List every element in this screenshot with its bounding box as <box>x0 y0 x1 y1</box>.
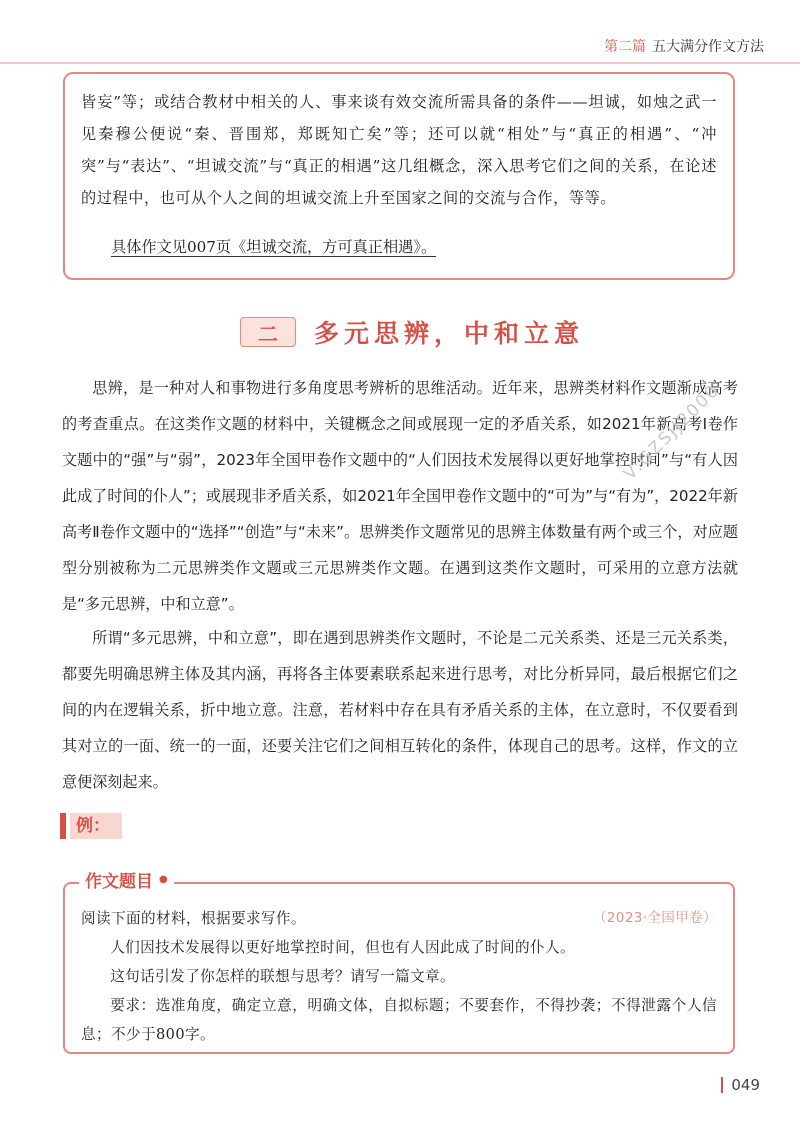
page-number-text: 049 <box>731 1076 760 1094</box>
summary-box <box>63 72 735 280</box>
prompt-material: 人们因技术发展得以更好地掌控时间，但也有人因此成了时间的仆人。 <box>110 939 575 956</box>
section-heading <box>240 312 584 352</box>
summary-text: 皆妄”等；或结合教材中相关的人、事来谈有效交流所需具备的条件——坦诚，如烛之武一见秦穆公便说“秦、晋围郑，郑既知亡矣”等；还可以就“相处”与“真正的相遇”、“冲突”与“表达”、“坦诚交流”与“真正的相遇”这几组概念，深入思考它们之间的关系，在论述的过程中，也可从个人之间的坦诚交流上升至国家之间的交流与合作，等等。 <box>81 93 717 207</box>
prompt-source: （2023·全国甲卷） <box>592 910 717 926</box>
prompt-instruction: 阅读下面的材料，根据要求写作。 <box>81 910 306 927</box>
prompt-requirements: 要求：选准角度，确定立意，明确文体，自拟标题；不要套作，不得抄袭；不得泄露个人信息；不少于800字。 <box>81 997 717 1043</box>
paragraph-text: 所谓“多元思辨，中和立意”，即在遇到思辨类作文题时，不论是二元关系类、还是三元关系类，都要先明确思辨主体及其内涵，再将各主体要素联系起来进行思考，对比分析异同，最后根据它们之间的内在逻辑关系，折中地立意。注意，若材料中存在具有矛盾关系的主体，在立意时，不仅要看到其对立的一面、统一的一面，还要关注它们之间相互转化的条件，体现自己的思考。这样，作文的立意便深刻起来。 <box>62 629 738 791</box>
page-number <box>721 1076 760 1094</box>
part-number: 第二篇 <box>604 39 646 55</box>
example-accent-bar <box>60 813 66 839</box>
part-title: 五大满分作文方法 <box>652 39 764 55</box>
essay-prompt-box <box>63 872 735 1054</box>
prompt-instruction-row <box>81 904 717 933</box>
prompt-title-text: 作文题目 <box>85 872 153 892</box>
example-label <box>60 812 122 840</box>
bullet-icon: ● <box>159 874 168 885</box>
paragraph-text: 思辨，是一种对人和事物进行多角度思考辨析的思维活动。近年来，思辨类材料作文题渐成高考的考查重点。在这类作文题的材料中，关键概念之间或展现一定的矛盾关系，如2021年新高考Ⅰ卷作文题中的“强”与“弱”，2023年全国甲卷作文题中的“人们因技术发展得以更好地掌控时间”与“有人因此成了时间的仆人”；或展现非矛盾关系，如2021年全国甲卷作文题中的“可为”与“有为”，2022年新高考Ⅱ卷作文题中的“选择”“创造”与“未来”。思辨类作文题常见的思辨主体数量有两个或三个，对应题型分别被称为二元思辨类作文题或三元思辨类作文题。在遇到这类作文题时，可采用的立意方法就是“多元思辨，中和立意”。 <box>62 379 738 613</box>
prompt-question: 这句话引发了你怎样的联想与思考？请写一篇文章。 <box>110 968 456 985</box>
page-number-bar <box>721 1077 723 1093</box>
section-title: 多元思辨，中和立意 <box>314 319 585 348</box>
essay-reference <box>81 236 717 257</box>
watermark: V:GZSJJ2000 <box>620 380 724 485</box>
header-divider <box>0 62 800 64</box>
example-label-text: 例： <box>70 813 122 839</box>
body-paragraph-2 <box>62 620 738 800</box>
section-number-badge <box>240 317 296 347</box>
prompt-title <box>79 867 174 892</box>
page-header <box>604 36 764 56</box>
essay-reference-text: 具体作文见007页《坦诚交流，方可真正相遇》。 <box>111 238 437 256</box>
body-paragraph-1 <box>62 370 738 622</box>
section-number: 二 <box>258 321 278 346</box>
